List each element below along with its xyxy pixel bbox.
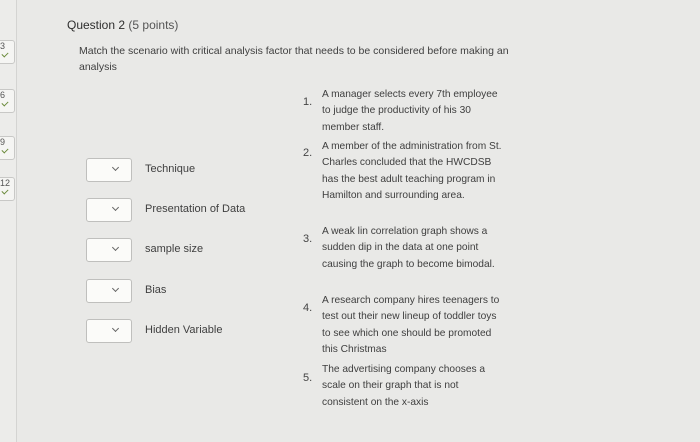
question-nav-item[interactable] xyxy=(0,89,15,113)
question-nav-item[interactable] xyxy=(0,177,15,201)
check-icon xyxy=(1,187,8,194)
scenario-number: 2. xyxy=(303,147,313,159)
question-nav-sidebar xyxy=(0,0,17,442)
match-select[interactable] xyxy=(86,158,132,182)
scenario-number: 5. xyxy=(303,372,313,384)
chevron-down-icon xyxy=(112,164,119,171)
question-nav-number: 6 xyxy=(0,90,6,100)
scenario-number: 3. xyxy=(303,233,313,245)
scenario-text: A research company hires teenagers to test out their new lineup of toddler toys to see which one should be promoted this Christmas xyxy=(322,295,500,355)
scenario-number: 1. xyxy=(303,96,313,108)
match-select[interactable] xyxy=(86,319,132,343)
question-nav-number: 3 xyxy=(0,41,6,51)
match-select[interactable] xyxy=(86,279,132,303)
match-select[interactable] xyxy=(86,198,132,222)
factor-label: Bias xyxy=(145,284,167,296)
scenario-text: A weak lin correlation graph shows a sudden dip in the data at one point causing the graph to become bimodal. xyxy=(322,226,495,270)
scenario-text: The advertising company chooses a scale on their graph that is not consistent on the x-axis xyxy=(322,364,486,408)
question-prompt: Match the scenario with critical analysis factor that needs to be considered before making an analysis xyxy=(79,45,509,73)
check-icon xyxy=(1,146,8,153)
question-title-text: Question 2 xyxy=(67,18,126,32)
question-points: (5 points) xyxy=(128,18,179,32)
question-nav-item[interactable] xyxy=(0,136,15,160)
check-icon xyxy=(1,50,8,57)
chevron-down-icon xyxy=(112,285,119,292)
question-nav-number: 12 xyxy=(0,178,11,188)
factor-label: Hidden Variable xyxy=(145,324,223,336)
check-icon xyxy=(1,99,8,106)
scenario-text: A member of the administration from St. Charles concluded that the HWCDSB has the best adult teaching program in Hamilton and surrounding area. xyxy=(322,141,502,201)
question-nav-item[interactable] xyxy=(0,40,15,64)
factor-label: sample size xyxy=(145,243,204,255)
factor-label: Technique xyxy=(145,163,196,175)
question-nav-number: 9 xyxy=(0,137,6,147)
scenario-number: 4. xyxy=(303,302,313,314)
factor-label: Presentation of Data xyxy=(145,203,246,215)
question-title xyxy=(67,18,178,32)
chevron-down-icon xyxy=(112,204,119,211)
scenario-text: A manager selects every 7th employee to judge the productivity of his 30 member staff. xyxy=(322,89,498,133)
chevron-down-icon xyxy=(112,325,119,332)
match-select[interactable] xyxy=(86,238,132,262)
chevron-down-icon xyxy=(112,244,119,251)
